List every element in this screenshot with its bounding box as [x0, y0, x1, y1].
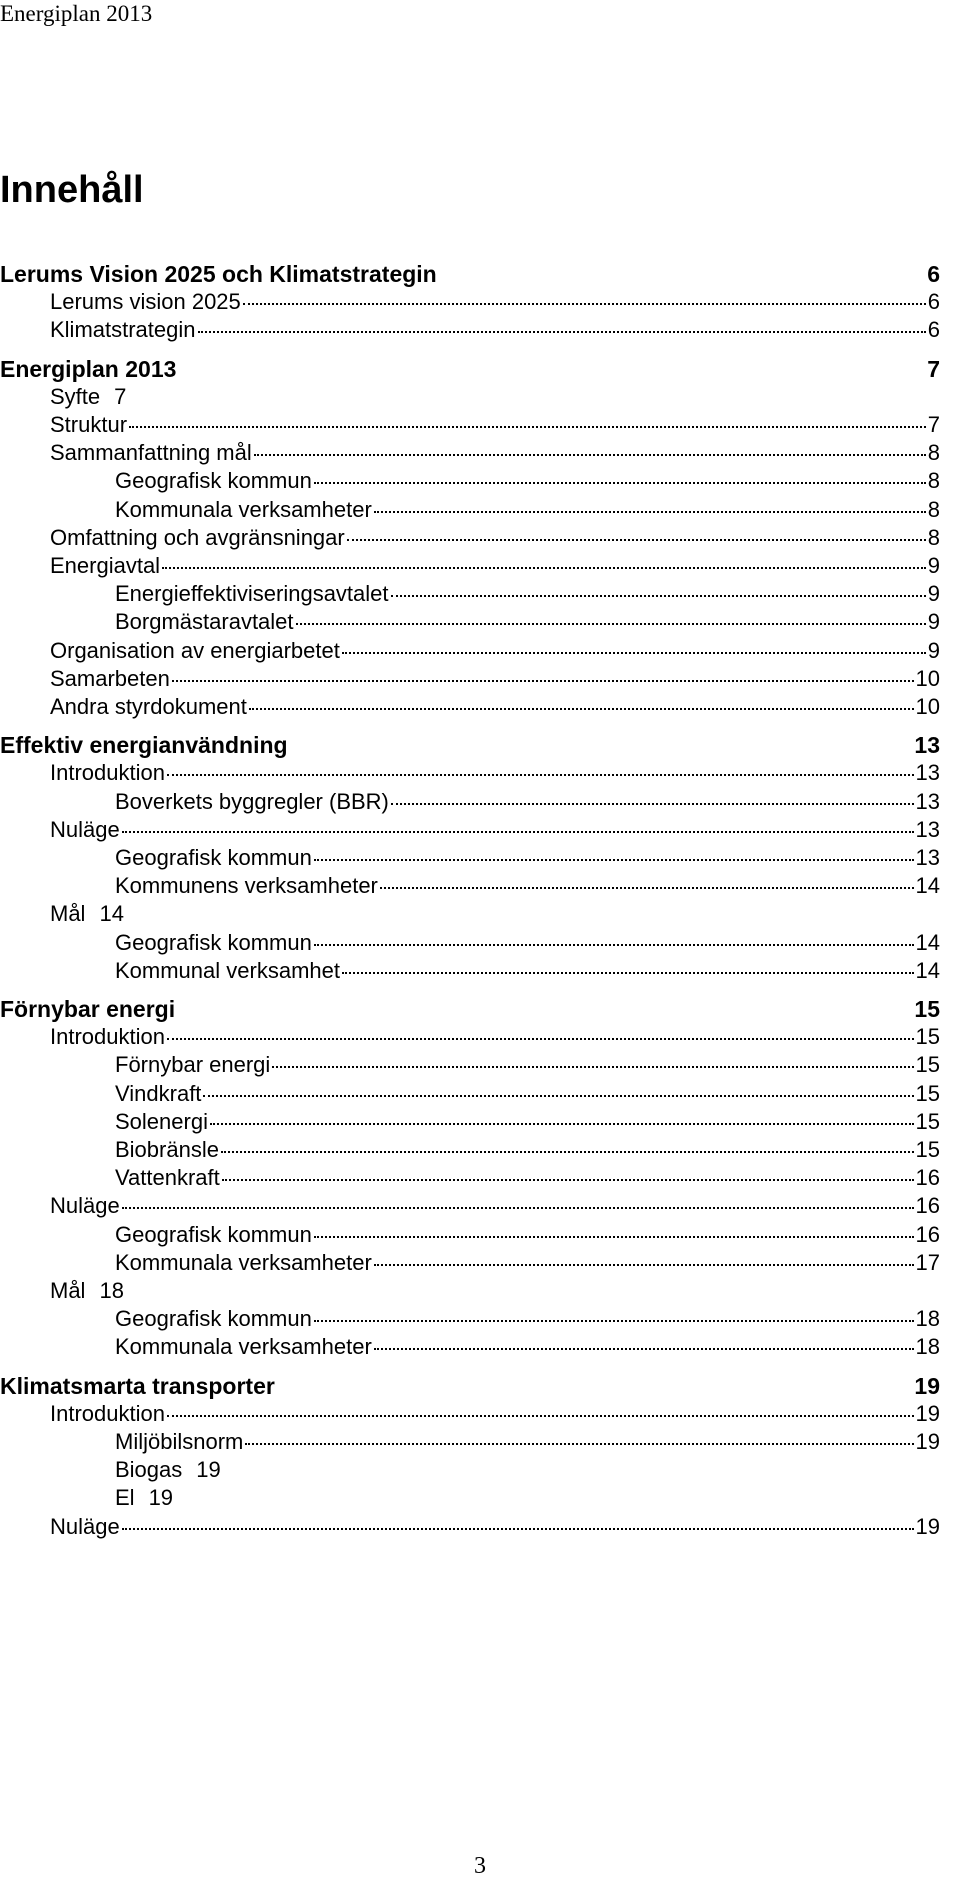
toc-page-number: 13 — [915, 760, 940, 786]
toc-entry-label: El — [115, 1485, 135, 1511]
toc-page-number: 15 — [915, 1137, 940, 1162]
toc-entry[interactable] — [115, 1050, 940, 1080]
toc-entry[interactable] — [115, 787, 940, 817]
toc-entry[interactable] — [115, 1220, 940, 1250]
toc-page-number: 13 — [915, 788, 940, 814]
toc-entry[interactable] — [115, 1304, 940, 1334]
toc-entry[interactable] — [115, 1483, 173, 1513]
toc-leader — [342, 652, 926, 654]
toc-entry-label: Vindkraft — [115, 1080, 202, 1106]
toc-entry[interactable] — [50, 287, 940, 317]
toc-entry-label: Kommunens verksamheter — [115, 873, 378, 899]
toc-entry-label: Andra styrdokument — [50, 694, 247, 719]
toc-leader — [314, 1236, 914, 1238]
toc-entry-label: Introduktion — [50, 760, 165, 786]
toc-entry[interactable] — [50, 410, 940, 440]
toc-leader — [374, 511, 926, 513]
toc-page-number: 14 — [99, 901, 124, 927]
toc-page-number: 6 — [927, 261, 940, 287]
toc-entry[interactable] — [50, 815, 940, 845]
toc-entry-label: Geografisk kommun — [115, 1306, 312, 1332]
toc-entry[interactable] — [50, 551, 940, 581]
toc-leader — [122, 1528, 914, 1530]
toc-entry-label: Nuläge — [50, 816, 120, 842]
toc-entry[interactable] — [115, 1079, 940, 1109]
toc-leader — [314, 482, 926, 484]
toc-leader — [167, 774, 914, 776]
toc-entry[interactable] — [50, 899, 124, 929]
toc-heading[interactable] — [0, 354, 940, 384]
toc-entry[interactable] — [115, 607, 940, 637]
toc-leader — [374, 1264, 914, 1266]
toc-entry[interactable] — [50, 438, 940, 468]
toc-entry-label: Syfte — [50, 383, 101, 409]
toc-heading[interactable] — [0, 730, 940, 760]
toc-page-number: 18 — [915, 1306, 940, 1332]
toc-entry[interactable] — [50, 1512, 940, 1542]
toc-leader — [210, 1123, 914, 1125]
toc-entry-label: Effektiv energianvändning — [0, 732, 288, 759]
toc-page-number: 18 — [915, 1334, 940, 1360]
toc-entry[interactable] — [115, 1135, 940, 1165]
toc-page-number: 9 — [927, 609, 940, 635]
toc-leader — [249, 708, 914, 710]
toc-entry-label: Geografisk kommun — [115, 929, 312, 955]
toc-entry-label: Energieffektiviseringsavtalet — [115, 581, 389, 607]
toc-leader — [167, 1415, 914, 1417]
toc-entry[interactable] — [115, 1248, 940, 1278]
toc-entry[interactable] — [50, 523, 940, 553]
toc-leader — [347, 539, 926, 541]
toc-leader — [391, 595, 926, 597]
toc-entry-label: Sammanfattning mål — [50, 440, 252, 466]
toc-page-number: 7 — [927, 412, 940, 437]
toc-entry[interactable] — [50, 1191, 940, 1221]
toc-entry-label: Mål — [50, 901, 86, 927]
toc-entry[interactable] — [50, 636, 940, 666]
toc-page-number: 13 — [915, 845, 940, 870]
toc-page-number: 15 — [915, 1108, 940, 1134]
toc-entry-label: Nuläge — [50, 1193, 120, 1219]
toc-entry[interactable] — [50, 692, 940, 722]
toc-page-number: 19 — [915, 1429, 940, 1454]
toc-page-number: 15 — [915, 1052, 940, 1078]
toc-entry[interactable] — [115, 495, 940, 525]
toc-page-number: 6 — [927, 289, 940, 315]
toc-entry-label: Förnybar energi — [0, 996, 176, 1022]
toc-entry[interactable] — [115, 843, 940, 873]
toc-leader — [221, 1151, 914, 1153]
toc-leader — [314, 1320, 914, 1322]
toc-entry-label: Geografisk kommun — [115, 1221, 312, 1247]
toc-entry[interactable] — [115, 1332, 940, 1362]
toc-leader — [254, 454, 926, 456]
toc-entry-label: Lerums Vision 2025 och Klimatstrategin — [0, 261, 437, 287]
toc-leader — [296, 623, 926, 625]
toc-entry-label: Solenergi — [115, 1108, 208, 1134]
toc-page-number: 10 — [915, 694, 940, 719]
toc-entry-label: Kommunala verksamheter — [115, 1334, 372, 1360]
toc-page-number: 17 — [915, 1249, 940, 1275]
toc-page-number: 14 — [915, 929, 940, 955]
toc-page-number: 7 — [114, 383, 127, 409]
toc-leader — [222, 1179, 914, 1181]
toc-page-number: 9 — [927, 637, 940, 663]
toc-leader — [342, 972, 914, 974]
toc-entry-label: Mål — [50, 1278, 86, 1303]
toc-page-number: 15 — [915, 1024, 940, 1050]
toc-entry-label: Struktur — [50, 412, 128, 437]
toc-entry[interactable] — [115, 1427, 940, 1457]
toc-entry-label: Kommunala verksamheter — [115, 496, 372, 522]
toc-page-number: 8 — [927, 468, 940, 494]
toc-entry[interactable] — [115, 1163, 940, 1193]
toc-entry-label: Borgmästaravtalet — [115, 609, 294, 635]
toc-entry[interactable] — [50, 315, 940, 345]
toc-entry[interactable] — [50, 1276, 124, 1306]
toc-page-number: 9 — [927, 581, 940, 607]
toc-entry-label: Förnybar energi — [115, 1052, 271, 1078]
toc-page-number: 16 — [915, 1165, 940, 1191]
toc-heading[interactable] — [0, 1371, 940, 1401]
toc-leader — [203, 1095, 913, 1097]
toc-page-number: 10 — [915, 665, 940, 691]
toc-page-number: 7 — [927, 355, 940, 382]
toc-entry-label: Energiavtal — [50, 553, 161, 578]
toc-entry-label: Kommunal verksamhet — [115, 957, 340, 983]
toc-entry[interactable] — [115, 956, 940, 986]
toc-page-number: 19 — [915, 1400, 940, 1426]
toc-entry-label: Klimatstrategin — [50, 317, 196, 343]
toc-entry-label: Kommunala verksamheter — [115, 1249, 372, 1275]
toc-entry-label: Nuläge — [50, 1513, 120, 1539]
toc-page-number: 8 — [927, 496, 940, 522]
running-header: Energiplan 2013 — [0, 1, 153, 26]
toc-entry-label: Biogas — [115, 1457, 183, 1483]
toc-entry[interactable] — [50, 758, 940, 788]
toc-page-number: 6 — [927, 317, 940, 343]
toc-page-number: 13 — [915, 816, 940, 842]
toc-leader — [122, 831, 914, 833]
toc-page-number: 16 — [915, 1221, 940, 1247]
toc-page-number: 14 — [915, 873, 940, 899]
toc-page-number: 14 — [915, 957, 940, 983]
toc-page-number: 19 — [148, 1485, 174, 1511]
toc-leader — [122, 1207, 914, 1209]
toc-leader — [198, 331, 926, 333]
toc-entry-label: Vattenkraft — [115, 1165, 220, 1191]
toc-entry-label: Lerums vision 2025 — [50, 289, 241, 315]
toc-entry[interactable] — [50, 1399, 940, 1429]
toc-entry-label: Geografisk kommun — [115, 468, 312, 494]
toc-entry-label: Omfattning och avgränsningar — [50, 524, 345, 550]
toc-entry[interactable] — [115, 1107, 940, 1137]
toc-page-number: 19 — [914, 1372, 940, 1399]
toc-heading[interactable] — [0, 994, 940, 1024]
toc-entry[interactable] — [115, 579, 940, 609]
toc-entry-label: Organisation av energiarbetet — [50, 637, 340, 663]
toc-page-number: 19 — [915, 1513, 940, 1539]
toc-entry[interactable] — [50, 1022, 940, 1052]
toc-leader — [374, 1348, 914, 1350]
toc-leader — [243, 303, 926, 305]
toc-entry-label: Boverkets byggregler (BBR) — [115, 788, 389, 814]
toc-entry-label: Biobränsle — [115, 1137, 219, 1162]
toc-page-number: 8 — [927, 524, 940, 550]
toc-entry-label: Geografisk kommun — [115, 845, 312, 870]
toc-entry-label: Klimatsmarta transporter — [0, 1372, 275, 1399]
toc-entry-label: Miljöbilsnorm — [115, 1429, 244, 1454]
toc-leader — [172, 680, 914, 682]
page-number: 3 — [474, 1853, 486, 1879]
toc-leader — [272, 1066, 913, 1068]
toc-entry[interactable] — [115, 871, 940, 901]
toc-entry-label: Introduktion — [50, 1024, 165, 1050]
toc-page-number: 18 — [99, 1278, 124, 1303]
toc-leader — [167, 1038, 914, 1040]
toc-page-number: 8 — [927, 440, 940, 466]
toc-page-number: 15 — [915, 1080, 940, 1106]
toc-leader — [162, 567, 926, 569]
toc-entry[interactable] — [115, 1455, 221, 1485]
toc-leader — [129, 426, 926, 428]
toc-entry[interactable] — [50, 382, 126, 412]
toc-heading[interactable] — [0, 259, 940, 289]
toc-leader — [245, 1443, 913, 1445]
toc-page-number: 19 — [196, 1457, 221, 1483]
toc-leader — [314, 859, 914, 861]
toc-entry-label: Introduktion — [50, 1400, 165, 1426]
toc-page-number: 16 — [915, 1193, 940, 1219]
toc-leader — [380, 887, 914, 889]
toc-leader — [314, 944, 914, 946]
toc-leader — [391, 803, 914, 805]
toc-entry-label: Energiplan 2013 — [0, 355, 177, 382]
toc-entry[interactable] — [115, 928, 940, 958]
toc-entry-label: Samarbeten — [50, 665, 170, 691]
toc-page-number: 13 — [914, 732, 940, 759]
toc-page-number: 15 — [914, 996, 940, 1022]
toc-entry[interactable] — [115, 466, 940, 496]
toc-page-number: 9 — [927, 553, 940, 578]
page-title: Innehåll — [0, 169, 144, 211]
toc-entry[interactable] — [50, 664, 940, 694]
